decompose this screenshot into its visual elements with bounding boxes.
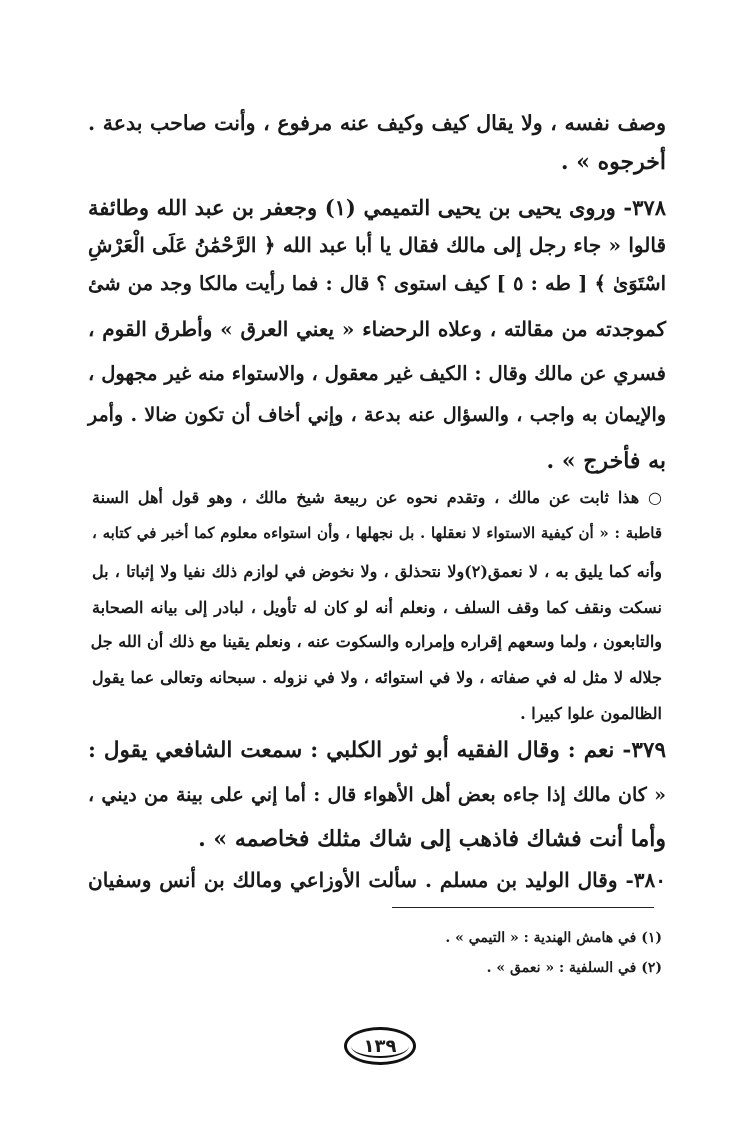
text-line: فسري عن مالك وقال : الكيف غير معقول ، والاستواء منه غير مجهول ، [88,362,666,385]
page-number-text: ١٣٩ [363,1035,397,1057]
footnote-2: (٢) في السلفية : « نعمق » . [486,960,662,976]
footnote-divider [392,907,654,908]
text-line: اسْتَوَىٰ ﴾ [ طه : ٥ ] كيف استوى ؟ قال : فما رأيت مالكا وجد من شئ [88,272,667,295]
text-line: وأما أنت فشاك فاذهب إلى شاك مثلك فخاصمه » . [198,826,666,852]
text-line: أخرجوه » . [560,149,666,175]
comment-line: نسكت ونقف كما وقف السلف ، ونعلم أنه لو كان له تأويل ، لبادر إلى بيانه الصحابة [92,598,662,617]
hadith-380-line: ٣٨٠- وقال الوليد بن مسلم . سألت الأوزاعي ومالك بن أنس وسفيان [88,868,666,892]
footnote-1: (١) في هامش الهندية : « التيمي » . [445,930,662,946]
comment-line: جلاله لا مثل له في صفاته ، ولا في استوائه ، ولا في نزوله . سبحانه وتعالى عما يقول [92,668,662,687]
page-number [344,1027,416,1065]
text-line: قالوا « جاء رجل إلى مالك فقال يا أبا عبد الله ﴿ الرَّحْمَٰنُ عَلَى الْعَرْشِ [88,233,666,257]
comment-line: وأنه كما يليق به ، لا نعمق(٢)ولا نتحذلق ، ولا نخوض في لوازم ذلك نفيا ولا إثباتا ، بل [92,562,662,581]
text-line: به فأخرج » . [546,448,666,474]
text-line: « كان مالك إذا جاءه بعض أهل الأهواء قال : أما إني على بينة من ديني ، [88,784,666,806]
text-line: والإيمان به واجب ، والسؤال عنه بدعة ، وإني أخاف أن تكون ضالا . وأمر [88,404,666,426]
hadith-379-line: ٣٧٩- نعم : وقال الفقيه أبو ثور الكلبي : سمعت الشافعي يقول : [88,738,666,763]
text-line: كموجدته من مقالته ، وعلاه الرحضاء « يعني العرق » وأطرق القوم ، [88,317,666,341]
hadith-378-line: ٣٧٨- وروى يحيى بن يحيى التميمي (١) وجعفر بن عبد الله وطائفة [88,195,666,220]
comment-line: الظالمون علوا كبيرا . [520,704,662,723]
text-line: وصف نفسه ، ولا يقال كيف وكيف عنه مرفوع ، وأنت صاحب بدعة . [88,111,666,135]
comment-line: قاطبة : « أن كيفية الاستواء لا نعقلها . بل نجهلها ، وأن استواءه معلوم كما أخبر في كتابه ، [92,524,662,542]
comment-line: والتابعون ، ولما وسعهم إقراره وإمراره والسكوت عنه ، ونعلم يقينا مع ذلك أن الله جل [90,632,662,651]
comment-line: ○ هذا ثابت عن مالك ، وتقدم نحوه عن ربيعة شيخ مالك ، وهو قول أهل السنة [92,488,662,507]
